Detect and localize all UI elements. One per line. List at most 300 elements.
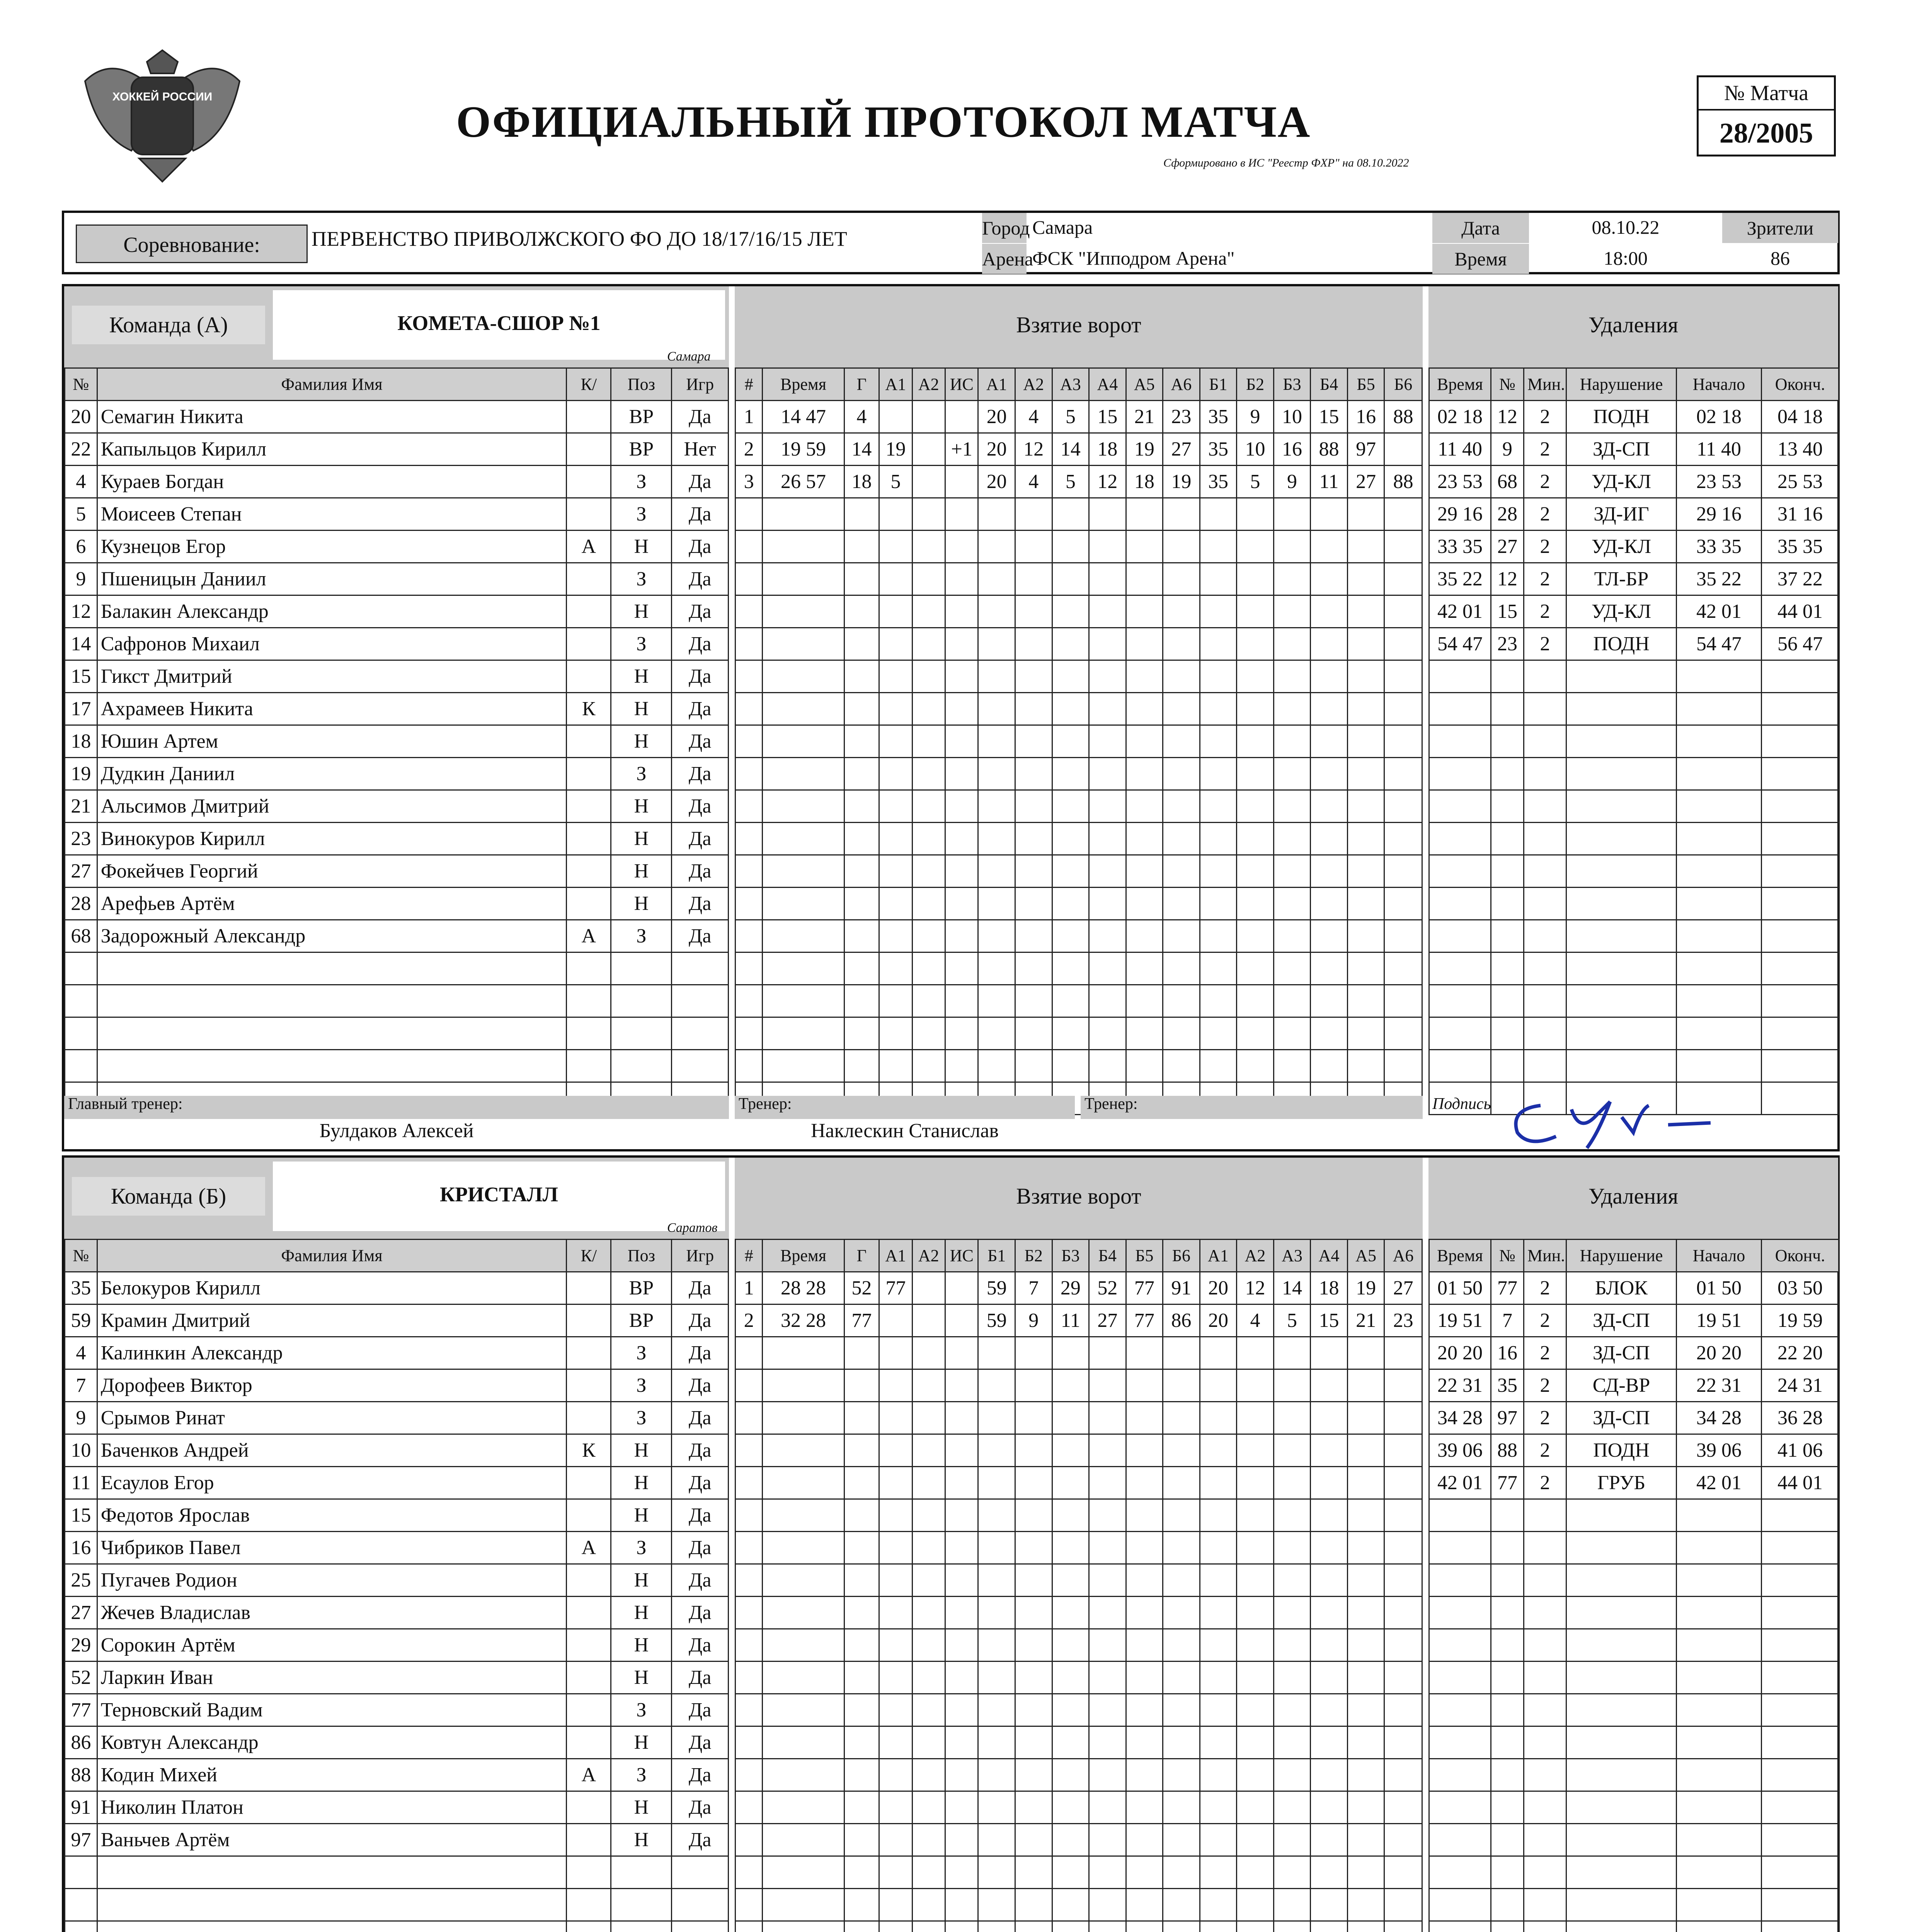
team-a-goal-cell: [1163, 563, 1200, 595]
team-a-penalty-cell: [1762, 758, 1839, 790]
team-b-roster-cell: Чибриков Павел: [97, 1532, 566, 1564]
team-a-goal-cell: [1163, 823, 1200, 855]
team-a-goal-cell: [1126, 985, 1163, 1017]
team-a-penalty-cell: [1566, 952, 1677, 985]
team-a-goal-cell: [1089, 1050, 1126, 1082]
team-b-roster-cell: Да: [672, 1532, 729, 1564]
team-a-goal-cell: [879, 660, 912, 693]
team-a-goal-cell: [1311, 920, 1348, 952]
team-b-penalty-cell: [1762, 1791, 1839, 1824]
team-b-goal-row: [735, 1272, 1422, 1304]
team-b-goal-row: [735, 1564, 1422, 1597]
team-b-roster-cell: Белокуров Кирилл: [97, 1272, 566, 1304]
team-a-roster-row: [65, 823, 729, 855]
team-b-goal-cell: [978, 1337, 1015, 1369]
team-a-goal-cell: [912, 693, 945, 725]
team-a-goal-col-header: А2: [1015, 368, 1052, 401]
team-b-goals-title: Взятие ворот: [735, 1158, 1423, 1239]
team-b-roster-cell: Пугачев Родион: [97, 1564, 566, 1597]
team-b-penalty-row: [1429, 1791, 1839, 1824]
team-b-goal-cell: [1052, 1629, 1089, 1662]
team-a-goal-cell: [735, 888, 763, 920]
team-b-goal-cell: [912, 1889, 945, 1921]
team-b-goal-cell: [1200, 1726, 1237, 1759]
team-b-penalty-cell: [1429, 1921, 1491, 1932]
team-a-penalty-cell: [1429, 823, 1491, 855]
team-a-roster-cell: Гикст Дмитрий: [97, 660, 566, 693]
team-a-roster-cell: Да: [672, 401, 729, 433]
team-a-goal-col-header: А4: [1089, 368, 1126, 401]
team-b-penalty-cell: 01 50: [1677, 1272, 1762, 1304]
team-a-goal-cell: [912, 1017, 945, 1050]
team-b-penalty-cell: [1429, 1759, 1491, 1791]
team-b-goal-cell: [735, 1564, 763, 1597]
team-a-goal-row: [735, 985, 1422, 1017]
team-b-goal-cell: [1311, 1791, 1348, 1824]
team-a-goal-row: [735, 855, 1422, 888]
team-a-roster-row: [65, 855, 729, 888]
team-a-goal-cell: [844, 563, 879, 595]
team-a-roster-cell: [672, 985, 729, 1017]
team-a-goal-cell: [879, 855, 912, 888]
team-a-roster-cell: [97, 952, 566, 985]
team-a-roster-cell: Н: [611, 790, 672, 823]
team-b-penalty-cell: ЗД-СП: [1566, 1402, 1677, 1434]
team-a-penalty-cell: [1429, 888, 1491, 920]
team-a-penalty-cell: [1566, 888, 1677, 920]
team-b-penalty-col-header: Нарушение: [1566, 1240, 1677, 1272]
team-a-goal-cell: [844, 693, 879, 725]
team-a-goal-cell: [735, 595, 763, 628]
team-b-penalty-cell: 77: [1491, 1272, 1524, 1304]
team-b-roster-cell: [672, 1889, 729, 1921]
team-b-penalty-cell: [1762, 1564, 1839, 1597]
team-a-penalty-cell: [1491, 823, 1524, 855]
team-b-goal-cell: [1347, 1629, 1384, 1662]
team-b-roster-row: [65, 1694, 729, 1726]
team-b-goal-cell: [978, 1369, 1015, 1402]
team-b-goal-cell: [1200, 1662, 1237, 1694]
team-b-goal-cell: [879, 1629, 912, 1662]
team-a-roster-row: [65, 725, 729, 758]
team-b-goal-cell: [1273, 1824, 1311, 1856]
team-a-goal-cell: 97: [1347, 433, 1384, 466]
team-b-goal-cell: 59: [978, 1272, 1015, 1304]
team-a-roster-cell: Да: [672, 498, 729, 531]
team-a-penalty-cell: [1524, 823, 1566, 855]
team-a-goal-cell: [1347, 725, 1384, 758]
team-b-goal-row: [735, 1759, 1422, 1791]
team-a-goal-cell: [1126, 595, 1163, 628]
team-a-goal-cell: [1052, 823, 1089, 855]
team-a-goal-cell: [1089, 693, 1126, 725]
team-a-roster-row: [65, 1017, 729, 1050]
team-a-goal-cell: [1273, 758, 1311, 790]
team-a-goal-cell: [1237, 628, 1274, 660]
team-a-goal-cell: [735, 628, 763, 660]
team-b-goal-cell: [912, 1662, 945, 1694]
team-a-penalty-cell: [1429, 790, 1491, 823]
team-a-goal-cell: [1237, 660, 1274, 693]
team-b-goal-row: [735, 1499, 1422, 1532]
team-b-goal-cell: [763, 1662, 844, 1694]
team-a-goal-cell: [1311, 952, 1348, 985]
team-a-roster-header-row: [65, 368, 729, 401]
team-b-goal-cell: [1126, 1856, 1163, 1889]
team-a-goal-cell: 20: [978, 433, 1015, 466]
team-a-goal-cell: [1163, 693, 1200, 725]
team-b-penalty-cell: [1566, 1889, 1677, 1921]
team-a-goal-cell: [1347, 595, 1384, 628]
team-b-penalty-cell: 39 06: [1677, 1434, 1762, 1467]
team-b-goal-cell: [1015, 1726, 1052, 1759]
team-a-penalty-cell: [1677, 823, 1762, 855]
team-b-goal-cell: 28 28: [763, 1272, 844, 1304]
team-a-goal-cell: [1015, 888, 1052, 920]
team-a-goal-cell: 2: [735, 433, 763, 466]
team-b-goal-cell: [844, 1467, 879, 1499]
team-b-goal-cell: [1200, 1402, 1237, 1434]
team-a-penalty-cell: [1762, 855, 1839, 888]
team-b-goal-cell: [735, 1402, 763, 1434]
team-a-goal-cell: [945, 952, 978, 985]
team-a-roster-cell: Да: [672, 888, 729, 920]
team-b-goal-cell: [978, 1402, 1015, 1434]
team-b-goal-cell: 77: [879, 1272, 912, 1304]
team-b-penalty-cell: 42 01: [1429, 1467, 1491, 1499]
team-a-goal-cell: 15: [1311, 401, 1348, 433]
team-a-goal-cell: [1015, 758, 1052, 790]
team-b-penalty-row: [1429, 1629, 1839, 1662]
team-b-goal-row: [735, 1824, 1422, 1856]
team-b-goal-cell: [1384, 1597, 1422, 1629]
team-b-goal-cell: [1200, 1694, 1237, 1726]
team-b-roster-cell: Ковтун Александр: [97, 1726, 566, 1759]
team-b-roster-cell: 86: [65, 1726, 97, 1759]
team-a-goal-cell: [879, 985, 912, 1017]
team-a-goal-cell: [844, 758, 879, 790]
team-a-roster-cell: Да: [672, 758, 729, 790]
team-a-goal-cell: [945, 628, 978, 660]
team-b-goal-cell: [879, 1856, 912, 1889]
team-b-penalty-cell: БЛОК: [1566, 1272, 1677, 1304]
team-b-goal-cell: [844, 1369, 879, 1402]
team-b-penalty-cell: 77: [1491, 1467, 1524, 1499]
team-b-goal-cell: [1273, 1791, 1311, 1824]
team-a-roster-row: [65, 888, 729, 920]
team-a-goal-cell: [945, 466, 978, 498]
team-b-goal-row: [735, 1467, 1422, 1499]
team-a-penalty-cell: 12: [1491, 563, 1524, 595]
team-a-goal-cell: [735, 920, 763, 952]
team-a-goal-cell: [1237, 1050, 1274, 1082]
team-a-goal-cell: [978, 531, 1015, 563]
team-b-goal-cell: [1384, 1726, 1422, 1759]
team-a-goal-cell: [945, 401, 978, 433]
team-b-goal-cell: [1163, 1499, 1200, 1532]
team-a-roster-cell: [672, 952, 729, 985]
team-b-goal-col-header: #: [735, 1240, 763, 1272]
team-a-roster-cell: [672, 1017, 729, 1050]
team-b-roster-cell: 4: [65, 1337, 97, 1369]
team-b-penalty-cell: [1762, 1824, 1839, 1856]
team-a-goal-cell: [1311, 790, 1348, 823]
team-b-goal-cell: [1384, 1467, 1422, 1499]
team-b-goal-cell: [945, 1662, 978, 1694]
team-b-goal-cell: [1200, 1921, 1237, 1932]
team-b-goal-cell: [879, 1369, 912, 1402]
team-a-penalty-cell: 42 01: [1429, 595, 1491, 628]
team-b-goal-cell: [1015, 1337, 1052, 1369]
team-b-roster-row: [65, 1726, 729, 1759]
team-a-goal-cell: [1052, 952, 1089, 985]
team-a-goal-cell: [945, 563, 978, 595]
team-b-goal-cell: [1089, 1629, 1126, 1662]
team-b-goal-cell: [1052, 1467, 1089, 1499]
team-a-goal-row: [735, 758, 1422, 790]
team-a-roster-cell: [65, 1017, 97, 1050]
city-value: Самара: [1032, 216, 1093, 238]
team-a-goal-cell: [1163, 1050, 1200, 1082]
team-b-roster-cell: [567, 1694, 611, 1726]
team-a-goal-cell: [1237, 888, 1274, 920]
team-a-penalty-cell: 2: [1524, 595, 1566, 628]
team-a-goal-cell: 35: [1200, 433, 1237, 466]
team-a-goal-col-header: Б1: [1200, 368, 1237, 401]
team-b-goal-cell: [1126, 1499, 1163, 1532]
team-a-penalty-cell: [1491, 790, 1524, 823]
team-b-goal-row: [735, 1532, 1422, 1564]
team-b-roster-cell: Федотов Ярослав: [97, 1499, 566, 1532]
team-a-penalty-cell: 28: [1491, 498, 1524, 531]
team-b-goal-col-header: А2: [912, 1240, 945, 1272]
team-b-goal-cell: [763, 1824, 844, 1856]
team-b-goal-cell: [912, 1791, 945, 1824]
team-b-goal-cell: [978, 1499, 1015, 1532]
team-b-goal-cell: [1126, 1889, 1163, 1921]
team-a-head-coach-label: Главный тренер:: [64, 1096, 729, 1119]
team-b-roster-cell: Жечев Владислав: [97, 1597, 566, 1629]
team-a-goal-col-header: Время: [763, 368, 844, 401]
team-b-roster-cell: 11: [65, 1467, 97, 1499]
team-a-goal-cell: [844, 595, 879, 628]
team-a-goal-cell: [945, 985, 978, 1017]
team-b-penalty-cell: [1429, 1564, 1491, 1597]
team-b-goal-cell: [844, 1564, 879, 1597]
team-a-roster-cell: 23: [65, 823, 97, 855]
team-a-penalty-cell: 44 01: [1762, 595, 1839, 628]
team-a-goal-cell: [1200, 952, 1237, 985]
team-a-penalty-row: [1429, 952, 1839, 985]
team-a-penalty-cell: [1762, 1050, 1839, 1082]
team-b-goal-cell: [1089, 1369, 1126, 1402]
team-b-goal-cell: 23: [1384, 1304, 1422, 1337]
team-b-roster-cell: Да: [672, 1759, 729, 1791]
team-b-goal-cell: [1237, 1629, 1274, 1662]
team-b-goal-cell: [1273, 1532, 1311, 1564]
team-a-penalty-cell: [1762, 790, 1839, 823]
team-b-goal-cell: 29: [1052, 1272, 1089, 1304]
team-a-penalty-cell: [1524, 952, 1566, 985]
team-a-roster-cell: Ахрамеев Никита: [97, 693, 566, 725]
team-a-roster-cell: Фокейчев Георгий: [97, 855, 566, 888]
team-b-penalty-cell: [1762, 1694, 1839, 1726]
team-a-roster-row: [65, 595, 729, 628]
team-a-goal-cell: [1015, 725, 1052, 758]
team-a-goal-cell: [1015, 823, 1052, 855]
team-a-goal-cell: [879, 1017, 912, 1050]
team-b-penalty-cell: [1762, 1499, 1839, 1532]
team-a-goal-cell: [978, 693, 1015, 725]
team-a-goal-cell: [1237, 693, 1274, 725]
team-b-roster-cell: Да: [672, 1694, 729, 1726]
team-b-penalty-cell: [1491, 1921, 1524, 1932]
team-a-goal-cell: [1311, 628, 1348, 660]
team-b-roster-cell: А: [567, 1759, 611, 1791]
team-a-goal-cell: [1237, 855, 1274, 888]
team-a-goal-cell: 5: [1237, 466, 1274, 498]
team-b-goal-cell: [763, 1369, 844, 1402]
team-b-penalty-cell: 16: [1491, 1337, 1524, 1369]
team-b-goal-cell: [1052, 1337, 1089, 1369]
team-a-goal-row: [735, 1017, 1422, 1050]
team-b-penalty-col-header: Начало: [1677, 1240, 1762, 1272]
team-b-goal-cell: [978, 1597, 1015, 1629]
team-a-penalty-cell: [1429, 693, 1491, 725]
team-a-goal-header-row: [735, 368, 1422, 401]
team-a-goal-cell: 14 47: [763, 401, 844, 433]
team-a-goal-cell: [1200, 823, 1237, 855]
team-b-roster-cell: З: [611, 1337, 672, 1369]
team-a-roster-row: [65, 563, 729, 595]
team-b-goal-cell: [1384, 1694, 1422, 1726]
team-a-penalty-cell: [1677, 1017, 1762, 1050]
team-b-goal-cell: [1089, 1791, 1126, 1824]
team-b-roster-cell: [672, 1856, 729, 1889]
team-a-roster-cell: Капыльцов Кирилл: [97, 433, 566, 466]
team-b-goal-cell: [1273, 1694, 1311, 1726]
team-a-goal-cell: 9: [1237, 401, 1274, 433]
team-a-goal-cell: [1163, 758, 1200, 790]
team-b-penalty-cell: [1491, 1564, 1524, 1597]
team-a-roster-cell: Балакин Александр: [97, 595, 566, 628]
team-b-penalty-cell: [1762, 1921, 1839, 1932]
team-a-goal-cell: [844, 498, 879, 531]
team-b-goal-cell: [912, 1499, 945, 1532]
team-b-penalty-cell: [1429, 1889, 1491, 1921]
team-a-goal-cell: [1384, 1050, 1422, 1082]
team-b-penalty-cell: [1677, 1759, 1762, 1791]
team-a-goal-cell: [912, 758, 945, 790]
team-a-penalty-row: [1429, 725, 1839, 758]
team-a-goal-cell: [1273, 595, 1311, 628]
team-a-penalty-cell: 23: [1491, 628, 1524, 660]
team-a-goal-cell: 35: [1200, 401, 1237, 433]
team-a-penalty-cell: [1677, 660, 1762, 693]
team-b-goal-cell: [1163, 1629, 1200, 1662]
team-a-goal-cell: [735, 985, 763, 1017]
team-a-goal-cell: [1384, 985, 1422, 1017]
team-b-goal-col-header: А1: [879, 1240, 912, 1272]
team-a-penalty-cell: [1491, 985, 1524, 1017]
team-b-roster-cell: [611, 1921, 672, 1932]
team-b-goal-col-header: ИС: [945, 1240, 978, 1272]
team-a-goal-cell: [1089, 758, 1126, 790]
team-b-penalty-cell: [1566, 1532, 1677, 1564]
team-b-goal-cell: 52: [1089, 1272, 1126, 1304]
team-a-goal-cell: [1089, 1017, 1126, 1050]
team-b-roster-cell: Терновский Вадим: [97, 1694, 566, 1726]
team-b-roster-cell: [567, 1921, 611, 1932]
team-b-goal-row: [735, 1694, 1422, 1726]
team-a-goal-cell: 27: [1347, 466, 1384, 498]
team-b-goal-cell: [1347, 1791, 1384, 1824]
team-a-roster-cell: [567, 952, 611, 985]
team-a-goal-cell: [1163, 888, 1200, 920]
team-a-goal-cell: 88: [1311, 433, 1348, 466]
team-a-goal-row: [735, 660, 1422, 693]
team-b-goal-cell: [879, 1824, 912, 1856]
team-b-penalty-cell: [1566, 1597, 1677, 1629]
team-b-goal-cell: [978, 1694, 1015, 1726]
team-b-roster-cell: Н: [611, 1791, 672, 1824]
team-b-penalty-row: [1429, 1304, 1839, 1337]
team-a-goal-cell: [1311, 1050, 1348, 1082]
team-b-roster-cell: [567, 1791, 611, 1824]
team-b-goal-row: [735, 1434, 1422, 1467]
team-b-roster-cell: Калинкин Александр: [97, 1337, 566, 1369]
team-b-roster-cell: Н: [611, 1726, 672, 1759]
team-a-goal-cell: [1052, 985, 1089, 1017]
team-b-penalty-cell: 24 31: [1762, 1369, 1839, 1402]
team-b-goal-cell: [1015, 1791, 1052, 1824]
team-b-goal-cell: 5: [1273, 1304, 1311, 1337]
team-b-penalty-cell: [1762, 1662, 1839, 1694]
team-b-roster-row: [65, 1791, 729, 1824]
team-b-goal-cell: [1347, 1434, 1384, 1467]
team-b-roster-cell: [611, 1889, 672, 1921]
team-b-roster-row: [65, 1921, 729, 1932]
team-b-roster-cell: [567, 1272, 611, 1304]
team-a-goal-cell: [1052, 888, 1089, 920]
team-b-roster-cell: [567, 1662, 611, 1694]
team-b-roster-cell: [567, 1369, 611, 1402]
team-a-goal-cell: [1384, 790, 1422, 823]
team-b-goal-cell: [1052, 1564, 1089, 1597]
team-b-goal-cell: [1200, 1791, 1237, 1824]
team-a-goal-cell: [1200, 790, 1237, 823]
team-a-roster-cell: Семагин Никита: [97, 401, 566, 433]
team-a-goal-cell: [1015, 693, 1052, 725]
team-a-penalty-cell: [1491, 660, 1524, 693]
team-b-goal-cell: [1126, 1824, 1163, 1856]
team-b-goal-cell: [945, 1499, 978, 1532]
team-b-penalty-row: [1429, 1921, 1839, 1932]
team-b-goal-cell: 77: [844, 1304, 879, 1337]
team-b-goal-cell: [1163, 1532, 1200, 1564]
team-a-roster-cell: Моисеев Степан: [97, 498, 566, 531]
team-b-roster-row: [65, 1662, 729, 1694]
team-b-goal-cell: [978, 1467, 1015, 1499]
team-b-goal-cell: [945, 1921, 978, 1932]
team-b-goal-cell: [1089, 1467, 1126, 1499]
team-b-goal-cell: [1311, 1499, 1348, 1532]
team-b-goal-cell: [1200, 1597, 1237, 1629]
team-b-goal-row: [735, 1369, 1422, 1402]
team-a-roster-cell: [97, 985, 566, 1017]
team-b-penalty-cell: [1677, 1662, 1762, 1694]
team-b-roster-cell: 16: [65, 1532, 97, 1564]
